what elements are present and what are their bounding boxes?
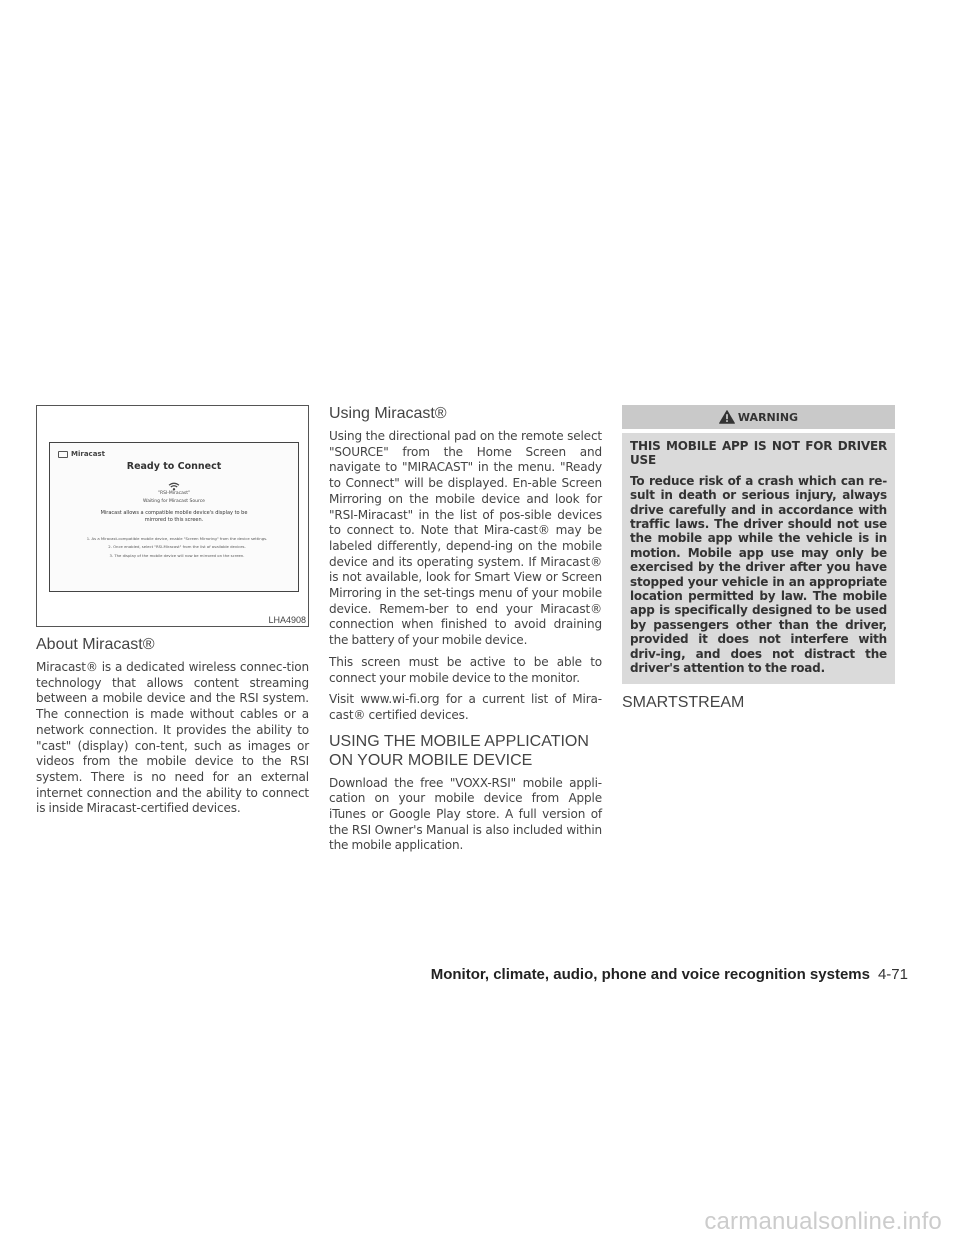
- warning-body: [622, 433, 895, 684]
- left-column: [36, 405, 309, 823]
- screen-step: 2. Once enabled, select "RSI-Miracast" from the list of available devices.: [108, 544, 246, 550]
- watermark: carmanualsonline.info: [704, 1208, 942, 1235]
- ready-to-connect-screen: [49, 442, 299, 592]
- mobile-app-heading: [329, 732, 602, 770]
- screen-ssid: "RSI-Miracast": [157, 491, 191, 496]
- using-heading: Using Miracast®: [329, 405, 447, 422]
- middle-column: [329, 405, 602, 860]
- page-footer: [431, 966, 908, 983]
- screen-title: Ready to Connect: [126, 461, 222, 472]
- warning-label: WARNING: [737, 410, 799, 424]
- footer-section-title: Monitor, climate, audio, phone and voice recognition systems: [430, 966, 870, 983]
- screen-brand: [58, 450, 105, 458]
- screen-step: 3. The display of the mobile device will now be mirrored on the screen.: [109, 552, 245, 558]
- page-number: 4-71: [877, 966, 908, 983]
- screen-steps: [66, 535, 288, 560]
- using-paragraph: Using the directional pad on the remote select "SOURCE" from the Home Screen and navigate to "MIRACAST" in the menu. "Ready to Connect" will be displayed. En-able Screen Mirroring on the mobile device and look for "RSI-Miracast" in the list of pos-sible devices to connect to. Note that Mira-cast® may be labeled differently, depend-ing on the mobile device and its operating system. If Miracast® is not available, look for Smart View or Screen Mirroring in the set-tings menu of your mobile device. Remem-ber to end your Miracast® connection when finished to avoid draining the battery of your mobile device.: [329, 429, 602, 648]
- screen-step: 1. As a Miracast-compatible mobile device, enable "Screen Mirroring" from the device settings.: [86, 536, 268, 541]
- about-text: Miracast® is a dedicated wireless connec-tion technology that allows content streaming between a mobile device and the RSI system. The connection is made without cables or a network connection. It provides the ability to "cast" (display) con-tent, such as images or videos from the mobile device to the RSI system. There is no need for an external internet connection and the ability to connect is inside Miracast-certified devices.: [36, 660, 309, 816]
- smartstream-heading: SMARTSTREAM: [622, 693, 745, 711]
- using-paragraph: This screen must be active to be able to connect your mobile device to the monitor.: [329, 654, 602, 685]
- warning-header: [622, 405, 895, 429]
- miracast-figure: [36, 405, 309, 627]
- screen-brand-label: Miracast: [71, 450, 105, 458]
- warning-headline: THIS MOBILE APP IS NOT FOR DRIVER USE: [630, 439, 887, 468]
- cast-icon: [58, 451, 68, 458]
- using-paragraph: Visit www.wi-fi.org for a current list of Mira-cast® certified devices.: [329, 692, 602, 722]
- right-column: [622, 405, 895, 712]
- mobile-app-heading-line2: ON YOUR MOBILE DEVICE: [329, 751, 533, 769]
- warning-triangle-icon: [719, 410, 735, 424]
- warning-text: To reduce risk of a crash which can re-sult in death or serious injury, always drive carefully and in accordance with traffic laws. The driver should not use the mobile app while the vehicle is in motion. Mobile app use may only be exercised by the driver after you have stopped your vehicle in an appropriate location permitted by law. The mobile app is specifically designed to be used by passengers other than the driver, provided it does not interfere with driv-ing, and does not distract the driver's attention to the road.: [630, 473, 887, 676]
- mobile-app-heading-line1: USING THE MOBILE APPLICATION: [329, 732, 589, 750]
- mobile-app-text: Download the free "VOXX-RSI" mobile appli-cation on your mobile device from Apple iTunes or Google Play store. A full version of the RSI Owner's Manual is also included within the mobile application.: [329, 775, 602, 853]
- about-heading: About Miracast®: [36, 636, 155, 653]
- screen-description: Miracast allows a compatible mobile device's display to be mirrored to this screen.: [100, 510, 248, 523]
- figure-code: LHA4908: [268, 615, 306, 625]
- screen-waiting-text: Waiting for Miracast Source: [143, 499, 205, 504]
